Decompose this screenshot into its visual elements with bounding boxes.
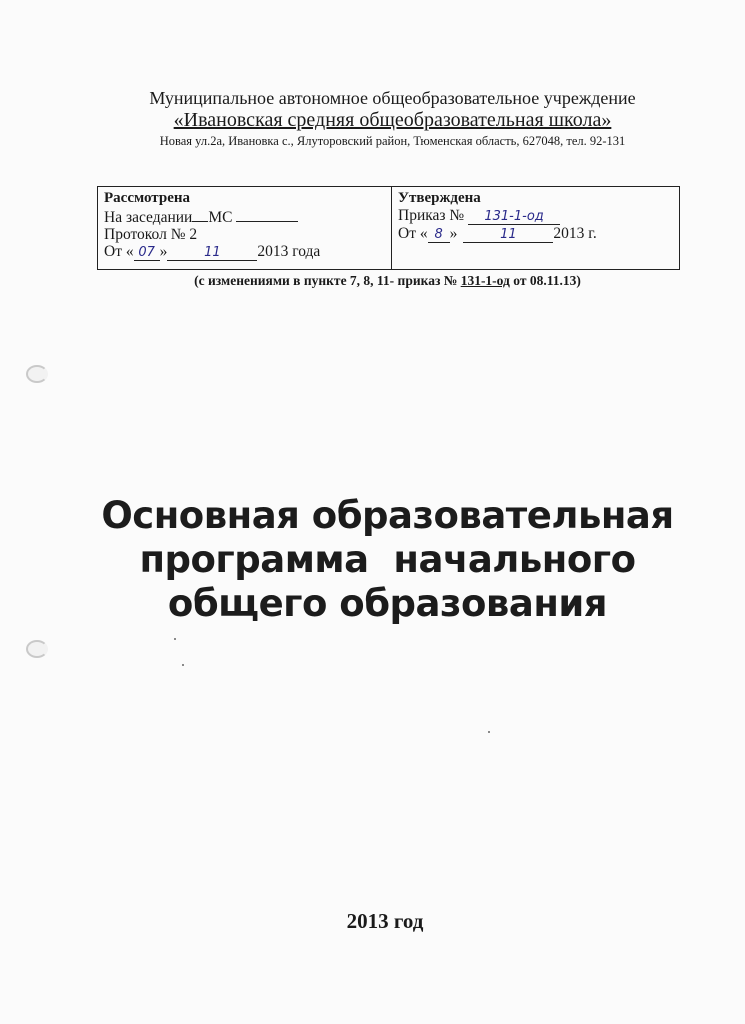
title-line: Основная образовательная bbox=[101, 494, 674, 537]
review-date-line bbox=[104, 243, 385, 261]
organization-header bbox=[0, 88, 745, 149]
handwritten-day: 8 bbox=[428, 228, 450, 243]
handwritten-order-number: 131-1-од bbox=[468, 210, 560, 225]
date-suffix: 2013 г. bbox=[553, 225, 597, 242]
punch-hole-mark bbox=[26, 365, 48, 383]
scan-speck bbox=[182, 664, 184, 666]
order-line bbox=[398, 207, 673, 225]
organization-address: Новая ул.2а, Ивановка с., Ялуторовский район, Тюменская область, 627048, тел. 92-131 bbox=[159, 134, 626, 148]
approve-date-line bbox=[398, 225, 673, 243]
handwritten-day: 07 bbox=[134, 246, 160, 261]
organization-type: Муниципальное автономное общеобразовательное учреждение bbox=[149, 88, 636, 108]
approved-title: Утверждена bbox=[398, 190, 481, 206]
organization-name: «Ивановская средняя общеобразовательная школа» bbox=[173, 109, 612, 131]
changes-suffix: от 08.11.13) bbox=[513, 273, 581, 288]
title-line: программа начального bbox=[139, 538, 636, 581]
protocol-line: Протокол № 2 bbox=[104, 226, 198, 243]
scan-speck bbox=[488, 731, 490, 733]
handwritten-month: 11 bbox=[463, 228, 553, 243]
document-title bbox=[0, 494, 745, 626]
changes-order: 131-1-од bbox=[460, 273, 510, 288]
date-prefix: От « bbox=[398, 225, 428, 242]
date-mid: » bbox=[159, 243, 168, 260]
meeting-blank bbox=[192, 207, 208, 222]
date-mid: » bbox=[449, 225, 458, 242]
date-suffix: 2013 года bbox=[257, 243, 321, 260]
approval-table bbox=[97, 186, 680, 270]
order-prefix: Приказ № bbox=[398, 207, 465, 224]
date-prefix: От « bbox=[104, 243, 134, 260]
meeting-prefix: На заседании bbox=[104, 209, 193, 226]
changes-prefix: (с изменениями в пункте 7, 8, 11- приказ № bbox=[194, 273, 458, 288]
title-line: общего образования bbox=[167, 582, 608, 625]
scan-speck bbox=[174, 638, 176, 640]
meeting-blank bbox=[236, 207, 298, 222]
handwritten-month: 11 bbox=[167, 246, 257, 261]
approved-cell bbox=[392, 187, 679, 269]
meeting-line bbox=[104, 207, 385, 226]
document-year: 2013 год bbox=[346, 909, 424, 933]
reviewed-title: Рассмотрена bbox=[104, 190, 190, 206]
meeting-body: МС bbox=[208, 209, 233, 226]
reviewed-cell bbox=[98, 187, 392, 269]
changes-note bbox=[0, 273, 745, 289]
punch-hole-mark bbox=[26, 640, 48, 658]
